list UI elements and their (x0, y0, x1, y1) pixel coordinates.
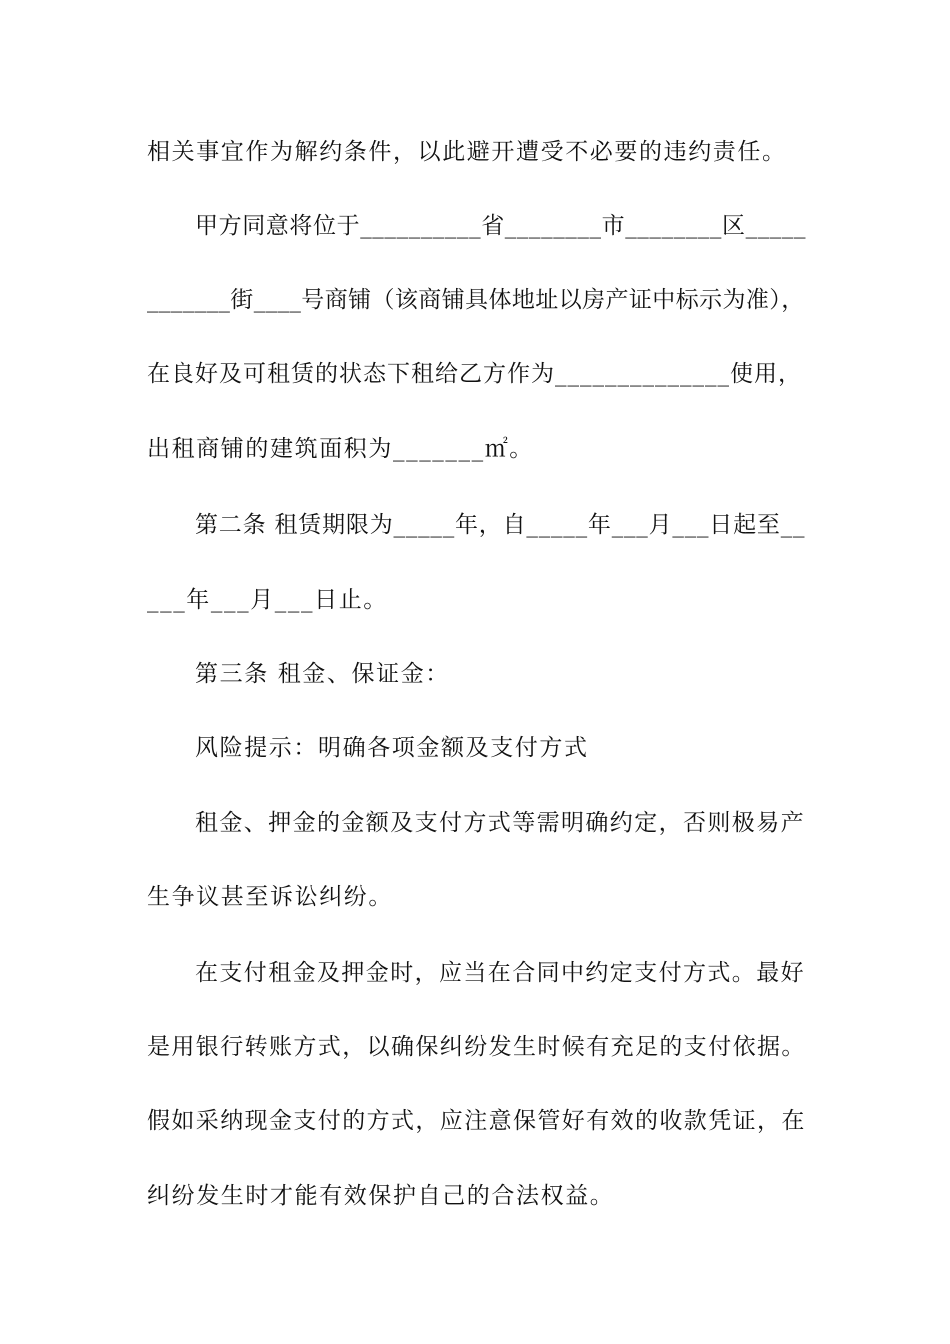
article-heading-line: 第二条 租赁期限为_____年，自_____年___月___日起至__ (195, 512, 806, 538)
paragraph-line: 生争议甚至诉讼纠纷。 (147, 884, 393, 910)
paragraph-line: 相关事宜作为解约条件，以此避开遭受不必要的违约责任。 (147, 139, 787, 165)
paragraph-line: 租金、押金的金额及支付方式等需明确约定，否则极易产 (195, 810, 805, 836)
risk-tip-heading: 风险提示：明确各项金额及支付方式 (195, 735, 589, 761)
paragraph-line: 是用银行转账方式，以确保纠纷发生时候有充足的支付依据。 (147, 1034, 806, 1060)
paragraph-line: 在支付租金及押金时，应当在合同中约定支付方式。最好 (195, 960, 805, 986)
paragraph-line: 纠纷发生时才能有效保护自己的合法权益。 (147, 1183, 615, 1209)
paragraph-line: 出租商铺的建筑面积为_______㎡。 (147, 436, 534, 462)
paragraph-line: ___年___月___日止。 (147, 587, 388, 613)
paragraph-line: 甲方同意将位于__________省________市________区_____ (195, 213, 807, 239)
paragraph-line: 假如采纳现金支付的方式，应注意保管好有效的收款凭证，在 (147, 1108, 806, 1134)
article-heading: 第三条 租金、保证金： (195, 661, 450, 687)
paragraph-line: _______街____号商铺（该商铺具体地址以房产证中标示为准）， (147, 287, 805, 313)
paragraph-line: 在良好及可租赁的状态下租给乙方作为______________使用， (147, 361, 802, 387)
